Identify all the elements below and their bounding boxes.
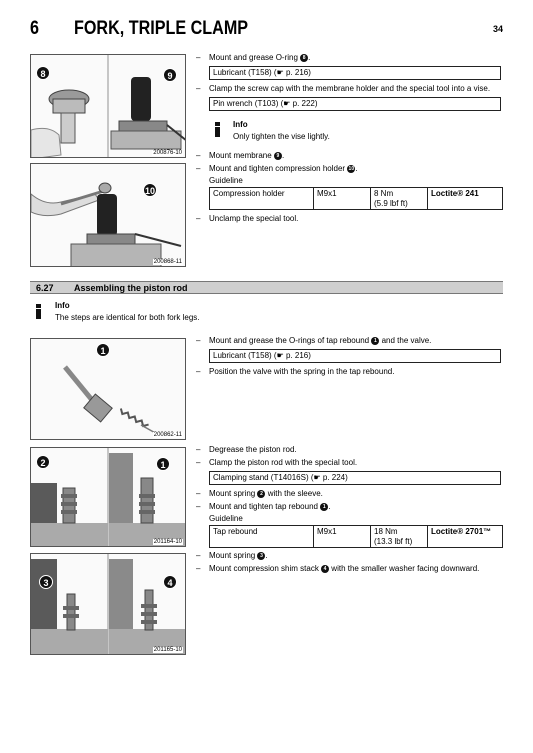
step-dash: –: [196, 53, 201, 62]
info-icon: [33, 304, 44, 319]
step-grease-o-rings: Mount and grease the O-rings of tap rebound 1 and the valve.: [209, 336, 432, 345]
step-dash: –: [196, 489, 201, 498]
spec-part: Tap rebound: [210, 526, 314, 548]
section-title: Assembling the piston rod: [74, 283, 188, 293]
photo-compression-holder-illustration: [31, 164, 186, 267]
photo-id: 200868-11: [153, 259, 182, 265]
step-clamp-screw-cap: Clamp the screw cap with the membrane holder and the special tool into a vise.: [209, 84, 491, 93]
tool-box-clamping-stand: Clamping stand (T14016S) (☛ p. 224): [209, 471, 501, 485]
ref-bullet: 1: [371, 337, 379, 345]
callout-9: 9: [163, 68, 177, 82]
callout-2: 2: [36, 455, 50, 469]
step-dash: –: [196, 551, 201, 560]
photo-piston-rod-spring: [30, 447, 186, 547]
section-heading: [30, 281, 503, 294]
step-mount-shim-stack: Mount compression shim stack 4 with the smaller washer facing downward.: [209, 564, 480, 573]
spec-torque: 8 Nm (5.9 lbf ft): [371, 188, 428, 210]
callout-4: 4: [163, 575, 177, 589]
tool-box-lubricant: Lubricant (T158) (☛ p. 216): [209, 66, 501, 80]
spec-adhesive: Loctite® 2701™: [428, 526, 503, 548]
callout-3: 3: [39, 575, 53, 589]
step-dash: –: [196, 84, 201, 93]
photo-compression-holder: [30, 163, 186, 267]
info-title: Info: [233, 120, 248, 129]
photo-id: 200876-10: [153, 150, 182, 156]
step-mount-membrane: Mount membrane 9 .: [209, 151, 285, 160]
callout-8: 8: [36, 66, 50, 80]
step-tighten-compression-holder: Mount and tighten compression holder 10.: [209, 164, 358, 173]
photo-id: 201164-10: [153, 539, 182, 545]
ref-bullet: 1: [320, 503, 328, 511]
page-header: [0, 0, 533, 44]
tool-box-lubricant: Lubricant (T158) (☛ p. 216): [209, 349, 501, 363]
step-dash: –: [196, 151, 201, 160]
info-title: Info: [55, 301, 70, 310]
spec-table-compression-holder: [209, 187, 503, 210]
step-unclamp-tool: Unclamp the special tool.: [209, 214, 299, 223]
info-text: The steps are identical for both fork legs.: [55, 313, 200, 322]
spec-adhesive: Loctite® 241: [428, 188, 503, 210]
tool-box-pin-wrench: Pin wrench (T103) (☛ p. 222): [209, 97, 501, 111]
callout-1: 1: [156, 457, 170, 471]
step-mount-spring-3: Mount spring 3 .: [209, 551, 268, 560]
chapter-title: FORK, TRIPLE CLAMP: [74, 18, 249, 39]
step-dash: –: [196, 367, 201, 376]
step-dash: –: [196, 445, 201, 454]
photo-screw-cap-illustration: [31, 55, 186, 158]
ref-bullet: 2: [257, 490, 265, 498]
spec-table-tap-rebound: [209, 525, 503, 548]
photo-id: 201165-10: [153, 647, 182, 653]
step-clamp-piston-rod: Clamp the piston rod with the special tool.: [209, 458, 358, 467]
step-position-valve: Position the valve with the spring in the tap rebound.: [209, 367, 395, 376]
page-number: 34: [492, 24, 503, 34]
callout-1: 1: [96, 343, 110, 357]
step-dash: –: [196, 458, 201, 467]
chapter-number: 6: [30, 18, 39, 39]
section-number: 6.27: [36, 283, 54, 293]
step-dash: –: [196, 336, 201, 345]
ref-bullet: 3: [257, 552, 265, 560]
info-text: Only tighten the vise lightly.: [233, 132, 330, 141]
photo-id: 200862-11: [153, 432, 182, 438]
ref-bullet: 4: [321, 565, 329, 573]
step-mount-o-ring: Mount and grease O-ring 8 .: [209, 53, 311, 62]
guideline-label: Guideline: [209, 514, 243, 523]
ref-bullet: 10: [348, 165, 355, 172]
info-icon: [212, 122, 223, 137]
step-dash: –: [196, 214, 201, 223]
guideline-label: Guideline: [209, 176, 243, 185]
spec-thread: M9x1: [314, 188, 371, 210]
step-dash: –: [196, 164, 201, 173]
spec-torque: 18 Nm (13.3 lbf ft): [371, 526, 428, 548]
photo-shim-stack: [30, 553, 186, 655]
callout-10: 10: [143, 183, 157, 197]
spec-thread: M9x1: [314, 526, 371, 548]
step-dash: –: [196, 502, 201, 511]
step-tighten-tap-rebound: Mount and tighten tap rebound 1 .: [209, 502, 331, 511]
step-dash: –: [196, 564, 201, 573]
photo-shim-stack-illustration: [31, 554, 186, 655]
photo-screw-cap: [30, 54, 186, 158]
photo-tap-rebound: [30, 338, 186, 440]
ref-bullet: 9: [274, 152, 282, 160]
spec-part: Compression holder: [210, 188, 314, 210]
ref-bullet: 8: [300, 54, 308, 62]
step-degrease: Degrease the piston rod.: [209, 445, 297, 454]
step-mount-spring: Mount spring 2 with the sleeve.: [209, 489, 323, 498]
